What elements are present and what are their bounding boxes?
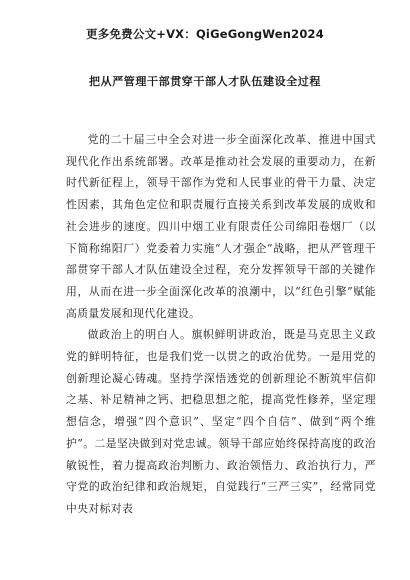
document-title: 把从严管理干部贯穿干部人才队伍建设全过程	[89, 75, 321, 88]
paragraph-political: 做政治上的明白人。旗帜鲜明讲政治，既是马克思主义政党的鲜明特征，也是我们党一以贯之的政治优势。一是用党的创新理论凝心铸魂。坚持学深悟透党的创新理论不断筑牢信仰之基、补足精神之钙、把稳思想之舵，提高党性修养，坚定理想信念，增强“四个意识”、坚定“四个自信”、做到“两个维护”。二是坚决做到对党忠诚。领导干部应始终保持高度的政治敏锐性，着力提高政治判断力、政治领悟力、政治执行力，严守党的政治纪律和政治规矩，自觉践行“三严三实”，经常同党中央对标对表	[66, 328, 376, 515]
document-body	[66, 129, 376, 520]
paragraph-intro: 党的二十届三中全会对进一步全面深化改革、推进中国式现代化作出系统部署。改革是推动社会发展的重要动力，在新时代新征程上，领导干部作为党和人民事业的骨干力量、决定性因素，其角色定位和职责履行直接关系到改革发展的成败和社会进步的速度。四川中烟工业有限责任公司绵阳卷烟厂（以下简称绵阳厂）党委着力实施“人才强企”战略，把从严管理干部贯穿干部人才队伍建设全过程，充分发挥领导干部的关键作用，从而在进一步全面深化改革的浪潮中，以“红色引擎”赋能高质量发展和现代化建设。	[66, 133, 376, 320]
promo-header: 更多免费公文+VX：QiGeGongWen2024	[86, 27, 324, 41]
